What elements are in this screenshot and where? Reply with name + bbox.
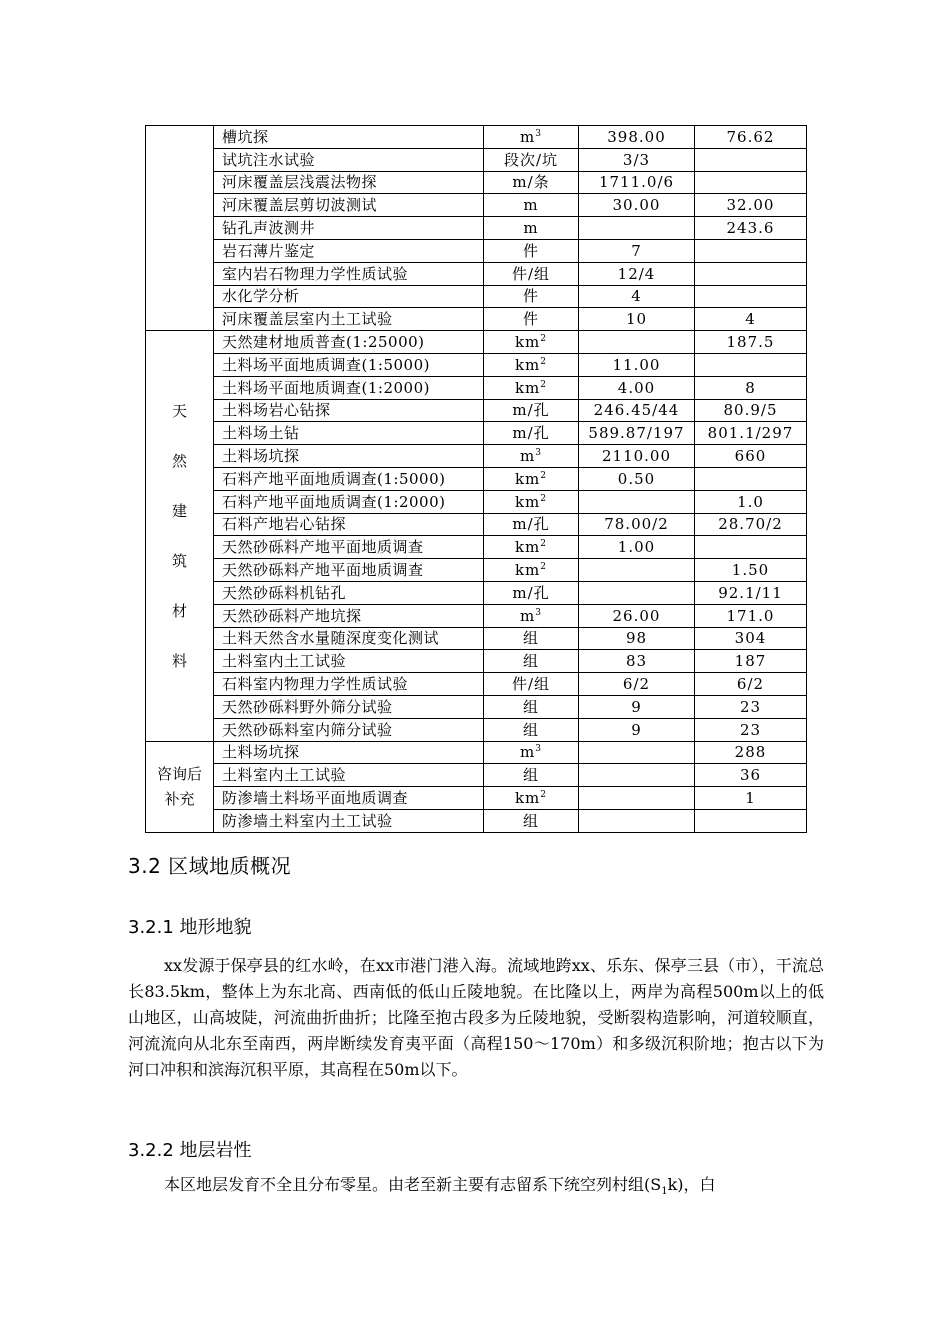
unit-cell-text: 件/组 — [511, 264, 551, 283]
unit-superscript: 2 — [540, 470, 548, 481]
value-cell-2 — [695, 627, 807, 650]
table-row — [146, 194, 807, 217]
unit-cell — [484, 650, 579, 673]
unit-cell — [484, 445, 579, 468]
value-cell-1 — [579, 148, 695, 171]
item-cell-text: 防渗墙土料场平面地质调查 — [222, 789, 409, 807]
item-cell-text: 天然建材地质普查(1:25000) — [222, 333, 425, 352]
table-row — [146, 513, 807, 536]
unit-cell-text: 件 — [522, 287, 539, 306]
value-cell-2-text: 1 — [745, 789, 756, 807]
table-row — [146, 353, 807, 376]
section-title: 3.2 区域地质概况 — [128, 854, 292, 878]
unit-superscript: 3 — [535, 448, 542, 459]
item-cell — [214, 126, 484, 149]
category-cell-group2 — [146, 331, 214, 741]
value-cell-2-text: 76.62 — [726, 127, 775, 146]
value-cell-1 — [579, 126, 695, 149]
value-cell-2-text: 92.1/11 — [718, 583, 783, 602]
unit-cell — [484, 536, 579, 559]
value-cell-2-text: 243.6 — [726, 219, 775, 238]
unit-cell-text: 组 — [522, 697, 539, 716]
value-cell-2-text: 1.50 — [731, 561, 770, 580]
item-cell — [214, 239, 484, 262]
item-cell-text: 土料场平面地质调查(1:2000) — [222, 378, 430, 397]
category-char: 咨询 — [156, 764, 187, 783]
value-cell-2 — [695, 764, 807, 787]
item-cell-text: 防渗墙土料室内土工试验 — [222, 811, 393, 830]
value-cell-1-text: 4.00 — [617, 378, 656, 397]
item-cell — [214, 331, 484, 354]
value-cell-1-text: 30.00 — [612, 196, 661, 215]
item-cell — [214, 376, 484, 399]
value-cell-2-text: 23 — [739, 720, 762, 739]
unit-superscript: 2 — [540, 379, 548, 390]
value-cell-2 — [695, 673, 807, 696]
item-cell — [214, 262, 484, 285]
table-row — [146, 308, 807, 331]
value-cell-2 — [695, 581, 807, 604]
item-cell — [214, 695, 484, 718]
item-cell-text: 天然砂砾料产地坑探 — [222, 606, 362, 625]
value-cell-1-text: 98 — [625, 629, 648, 648]
table-row — [146, 239, 807, 262]
value-cell-2 — [695, 604, 807, 627]
unit-cell-text: km — [514, 469, 541, 488]
table-row — [146, 262, 807, 285]
unit-cell — [484, 308, 579, 331]
item-cell-text: 天然砂砾料产地平面地质调查 — [222, 538, 424, 557]
value-cell-2 — [695, 490, 807, 513]
item-cell-text: 土料场岩心钻探 — [222, 401, 331, 420]
value-cell-1-text: 26.00 — [612, 606, 661, 625]
unit-cell-text: 组 — [522, 811, 539, 830]
item-cell — [214, 718, 484, 741]
value-cell-2-text: 8 — [745, 378, 756, 397]
value-cell-2 — [695, 695, 807, 718]
unit-superscript: 3 — [535, 744, 542, 755]
value-cell-1 — [579, 194, 695, 217]
value-cell-1 — [579, 718, 695, 741]
item-cell-text: 土料场土钻 — [222, 424, 300, 443]
item-cell-text: 土料室内土工试验 — [222, 652, 347, 671]
table-row — [146, 445, 807, 468]
value-cell-2-text: 801.1/297 — [707, 424, 794, 443]
item-cell-text: 土料场平面地质调查(1:5000) — [222, 355, 430, 374]
unit-cell-text: m — [520, 127, 536, 146]
value-cell-1 — [579, 513, 695, 536]
unit-superscript: 3 — [535, 607, 542, 618]
item-cell — [214, 559, 484, 582]
item-cell — [214, 764, 484, 787]
value-cell-2-text: 32.00 — [726, 196, 775, 215]
item-cell — [214, 536, 484, 559]
table-row — [146, 285, 807, 308]
value-cell-2-text: 288 — [734, 743, 767, 762]
unit-cell-text: km — [514, 492, 541, 511]
item-cell — [214, 627, 484, 650]
value-cell-1 — [579, 695, 695, 718]
item-cell — [214, 741, 484, 764]
item-cell-text: 石料产地岩心钻探 — [222, 515, 347, 534]
item-cell-text: 石料室内物理力学性质试验 — [222, 675, 409, 694]
unit-cell — [484, 718, 579, 741]
value-cell-1-text: 0.50 — [617, 469, 656, 488]
category-char: 筑 — [171, 551, 187, 570]
table-row — [146, 376, 807, 399]
table-row — [146, 809, 807, 832]
category-char: 后补 — [164, 764, 203, 808]
value-cell-1 — [579, 490, 695, 513]
table-row — [146, 467, 807, 490]
value-cell-1-text: 398.00 — [607, 127, 666, 146]
unit-cell-text: 段次/坑 — [503, 150, 559, 169]
unit-cell — [484, 239, 579, 262]
subsection-title-terrain: 3.2.1 地形地貌 — [128, 917, 252, 938]
unit-cell — [484, 604, 579, 627]
strata-text-b: k)，白 — [667, 1175, 716, 1194]
unit-cell — [484, 581, 579, 604]
unit-cell — [484, 376, 579, 399]
unit-cell-text: m/孔 — [512, 401, 550, 420]
category-char: 料 — [171, 651, 187, 670]
subsection-title-strata: 3.2.2 地层岩性 — [128, 1140, 252, 1161]
item-cell-text: 岩石薄片鉴定 — [222, 241, 316, 260]
item-cell — [214, 490, 484, 513]
value-cell-1 — [579, 308, 695, 331]
value-cell-1-text: 3/3 — [622, 150, 651, 169]
unit-superscript: 2 — [540, 493, 548, 504]
category-char: 材 — [171, 601, 187, 620]
value-cell-1-text: 1.00 — [617, 538, 656, 557]
unit-superscript: 2 — [540, 562, 548, 573]
item-cell-text: 河床覆盖层浅震法物探 — [222, 173, 378, 192]
unit-cell-text: 组 — [522, 766, 539, 785]
unit-cell-text: m — [523, 219, 539, 238]
item-cell — [214, 650, 484, 673]
value-cell-2 — [695, 171, 807, 194]
value-cell-2-text: 304 — [734, 629, 767, 648]
value-cell-2 — [695, 536, 807, 559]
value-cell-1 — [579, 285, 695, 308]
unit-cell — [484, 741, 579, 764]
unit-cell-text: m/孔 — [512, 515, 550, 534]
table-row — [146, 718, 807, 741]
unit-cell — [484, 126, 579, 149]
item-cell — [214, 194, 484, 217]
table-row — [146, 331, 807, 354]
item-cell — [214, 353, 484, 376]
unit-cell — [484, 513, 579, 536]
item-cell-text: 水化学分析 — [222, 287, 300, 306]
unit-cell — [484, 399, 579, 422]
unit-cell — [484, 331, 579, 354]
value-cell-2 — [695, 559, 807, 582]
item-cell — [214, 148, 484, 171]
value-cell-1-text: 2110.00 — [601, 447, 672, 466]
unit-cell-text: m — [523, 196, 539, 215]
value-cell-1 — [579, 262, 695, 285]
item-cell-text: 天然砂砾料室内筛分试验 — [222, 720, 393, 739]
item-cell-text: 天然砂砾料机钻孔 — [222, 583, 347, 602]
item-cell — [214, 445, 484, 468]
unit-cell — [484, 787, 579, 810]
table-row — [146, 422, 807, 445]
item-cell — [214, 787, 484, 810]
item-cell — [214, 217, 484, 240]
unit-cell — [484, 627, 579, 650]
value-cell-1 — [579, 650, 695, 673]
table-row — [146, 627, 807, 650]
table-row — [146, 650, 807, 673]
unit-superscript: 3 — [535, 128, 542, 139]
item-cell — [214, 673, 484, 696]
unit-cell-text: km — [514, 378, 541, 397]
table-row — [146, 764, 807, 787]
value-cell-2 — [695, 376, 807, 399]
value-cell-2 — [695, 308, 807, 331]
unit-superscript: 2 — [540, 356, 548, 367]
value-cell-1-text: 6/2 — [622, 675, 651, 694]
value-cell-2 — [695, 399, 807, 422]
value-cell-2 — [695, 650, 807, 673]
value-cell-2 — [695, 285, 807, 308]
value-cell-1 — [579, 764, 695, 787]
item-cell-text: 河床覆盖层室内土工试验 — [222, 310, 393, 329]
unit-cell — [484, 559, 579, 582]
value-cell-1-text: 589.87/197 — [588, 424, 685, 443]
value-cell-1 — [579, 467, 695, 490]
value-cell-2 — [695, 126, 807, 149]
unit-cell-text: 件 — [522, 241, 539, 260]
value-cell-1 — [579, 217, 695, 240]
value-cell-2 — [695, 513, 807, 536]
value-cell-1-text: 4 — [631, 287, 642, 306]
unit-cell — [484, 171, 579, 194]
table-row — [146, 604, 807, 627]
unit-superscript: 2 — [540, 334, 548, 345]
category-char: 然 — [171, 451, 187, 470]
value-cell-1-text: 9 — [631, 697, 642, 716]
unit-cell — [484, 262, 579, 285]
value-cell-2-text: 4 — [745, 310, 756, 329]
unit-cell — [484, 285, 579, 308]
value-cell-1 — [579, 399, 695, 422]
item-cell-text: 钻孔声波测井 — [222, 219, 316, 238]
unit-superscript: 2 — [540, 539, 548, 550]
unit-cell-text: m — [520, 606, 536, 625]
unit-cell-text: km — [514, 561, 541, 580]
unit-cell — [484, 217, 579, 240]
value-cell-2 — [695, 467, 807, 490]
table-row — [146, 673, 807, 696]
value-cell-2 — [695, 718, 807, 741]
unit-cell — [484, 673, 579, 696]
value-cell-1 — [579, 673, 695, 696]
unit-cell-text: km — [514, 789, 541, 807]
item-cell — [214, 467, 484, 490]
value-cell-1 — [579, 604, 695, 627]
item-cell-text: 石料产地平面地质调查(1:2000) — [222, 492, 446, 511]
value-cell-1 — [579, 171, 695, 194]
value-cell-1 — [579, 239, 695, 262]
value-cell-2 — [695, 148, 807, 171]
value-cell-2-text: 28.70/2 — [718, 515, 783, 534]
value-cell-1-text: 9 — [631, 720, 642, 739]
value-cell-1-text: 246.45/44 — [593, 401, 680, 420]
unit-cell-text: m — [520, 447, 536, 466]
unit-cell — [484, 764, 579, 787]
item-cell — [214, 422, 484, 445]
unit-cell-text: km — [514, 538, 541, 557]
table-row — [146, 217, 807, 240]
item-cell-text: 土料场坑探 — [222, 447, 300, 466]
unit-cell-text: m — [520, 743, 536, 762]
table-row — [146, 695, 807, 718]
value-cell-2 — [695, 422, 807, 445]
value-cell-2-text: 80.9/5 — [723, 401, 778, 420]
value-cell-1-text: 12/4 — [617, 264, 656, 283]
item-cell-text: 土料室内土工试验 — [222, 766, 347, 785]
table-row — [146, 490, 807, 513]
value-cell-2-text: 660 — [734, 447, 767, 466]
value-cell-2 — [695, 809, 807, 832]
unit-cell-text: 组 — [522, 629, 539, 648]
unit-cell-text: 件/组 — [511, 675, 551, 694]
value-cell-2 — [695, 353, 807, 376]
item-cell — [214, 171, 484, 194]
strata-paragraph — [128, 1172, 824, 1205]
item-cell — [214, 581, 484, 604]
value-cell-1-text: 7 — [631, 241, 642, 260]
category-char: 天 — [171, 401, 187, 420]
value-cell-2 — [695, 239, 807, 262]
value-cell-1 — [579, 581, 695, 604]
value-cell-2 — [695, 331, 807, 354]
unit-cell — [484, 809, 579, 832]
category-char: 充 — [179, 789, 195, 808]
unit-cell — [484, 422, 579, 445]
strata-text-a: 本区地层发育不全且分布零星。由老至新主要有志留系下统空列村组(S — [164, 1175, 662, 1194]
unit-cell-text: km — [514, 333, 541, 352]
survey-workload-table — [145, 125, 807, 833]
unit-cell-text: m/孔 — [512, 424, 550, 443]
item-cell-text: 槽坑探 — [222, 127, 269, 146]
value-cell-1 — [579, 445, 695, 468]
item-cell — [214, 285, 484, 308]
table-row — [146, 787, 807, 810]
unit-cell-text: 组 — [522, 652, 539, 671]
table-row — [146, 559, 807, 582]
table-row — [146, 581, 807, 604]
unit-cell — [484, 490, 579, 513]
terrain-paragraph: xx发源于保亭县的红水岭，在xx市港门港入海。流域地跨xx、乐东、保亭三县（市），干流总长83.5km，整体上为东北高、西南低的低山丘陵地貌。在比隆以上，两岸为高程500m以上的低山地区，山高坡陡，河流曲折曲折；比隆至抱古段多为丘陵地貌，受断裂构造影响，河道较顺直，河流流向从北东至南西，两岸断续发育夷平面（高程150～170m）和多级沉积阶地；抱古以下为河口冲积和滨海沉积平原，其高程在50m以下。 — [128, 956, 824, 1079]
value-cell-1 — [579, 627, 695, 650]
category-label — [150, 762, 209, 812]
table-row — [146, 171, 807, 194]
unit-cell — [484, 148, 579, 171]
category-cell-group1 — [146, 126, 214, 331]
value-cell-2 — [695, 741, 807, 764]
item-cell — [214, 513, 484, 536]
table-row — [146, 536, 807, 559]
value-cell-1-text: 11.00 — [612, 355, 661, 374]
value-cell-2 — [695, 787, 807, 810]
category-char: 建 — [171, 501, 187, 520]
value-cell-2 — [695, 262, 807, 285]
unit-cell-text: 件 — [522, 310, 539, 329]
item-cell-text: 试坑注水试验 — [222, 150, 316, 169]
item-cell-text: 石料产地平面地质调查(1:5000) — [222, 469, 446, 488]
value-cell-2-text: 36 — [739, 766, 762, 785]
item-cell — [214, 308, 484, 331]
unit-cell-text: m/条 — [512, 173, 550, 192]
value-cell-2-text: 23 — [739, 697, 762, 716]
item-cell-text: 土料场坑探 — [222, 743, 300, 762]
item-cell-text: 天然砂砾料产地平面地质调查 — [222, 561, 424, 580]
value-cell-1 — [579, 809, 695, 832]
table-row — [146, 399, 807, 422]
value-cell-1 — [579, 787, 695, 810]
value-cell-2 — [695, 194, 807, 217]
unit-cell — [484, 194, 579, 217]
table-row — [146, 741, 807, 764]
value-cell-1 — [579, 353, 695, 376]
value-cell-2 — [695, 217, 807, 240]
category-label — [150, 401, 209, 671]
value-cell-1 — [579, 536, 695, 559]
item-cell — [214, 809, 484, 832]
value-cell-2 — [695, 445, 807, 468]
value-cell-1 — [579, 559, 695, 582]
unit-cell-text: m/孔 — [512, 583, 550, 602]
value-cell-1-text: 1711.0/6 — [598, 173, 675, 192]
table-body — [146, 126, 807, 833]
value-cell-1-text: 83 — [625, 652, 648, 671]
item-cell-text: 天然砂砾料野外筛分试验 — [222, 697, 393, 716]
value-cell-2-text: 171.0 — [726, 606, 775, 625]
unit-cell-text: 组 — [522, 720, 539, 739]
table-row — [146, 148, 807, 171]
unit-cell — [484, 467, 579, 490]
table-row — [146, 126, 807, 149]
item-cell-text: 河床覆盖层剪切波测试 — [222, 196, 378, 215]
unit-cell — [484, 353, 579, 376]
item-cell — [214, 604, 484, 627]
value-cell-2-text: 187 — [734, 652, 767, 671]
item-cell — [214, 399, 484, 422]
strata-subscript: 1 — [661, 1186, 668, 1198]
unit-cell — [484, 695, 579, 718]
value-cell-1-text: 10 — [625, 310, 648, 329]
value-cell-1-text: 78.00/2 — [604, 515, 669, 534]
unit-superscript: 2 — [540, 790, 548, 800]
category-cell-group3 — [146, 741, 214, 832]
value-cell-1 — [579, 741, 695, 764]
value-cell-1 — [579, 331, 695, 354]
value-cell-1 — [579, 422, 695, 445]
item-cell-text: 室内岩石物理力学性质试验 — [222, 264, 409, 283]
unit-cell-text: km — [514, 355, 541, 374]
item-cell-text: 土料天然含水量随深度变化测试 — [222, 629, 440, 648]
value-cell-2-text: 1.0 — [737, 492, 764, 511]
value-cell-1 — [579, 376, 695, 399]
value-cell-2-text: 187.5 — [726, 333, 775, 352]
value-cell-2-text: 6/2 — [736, 675, 765, 694]
